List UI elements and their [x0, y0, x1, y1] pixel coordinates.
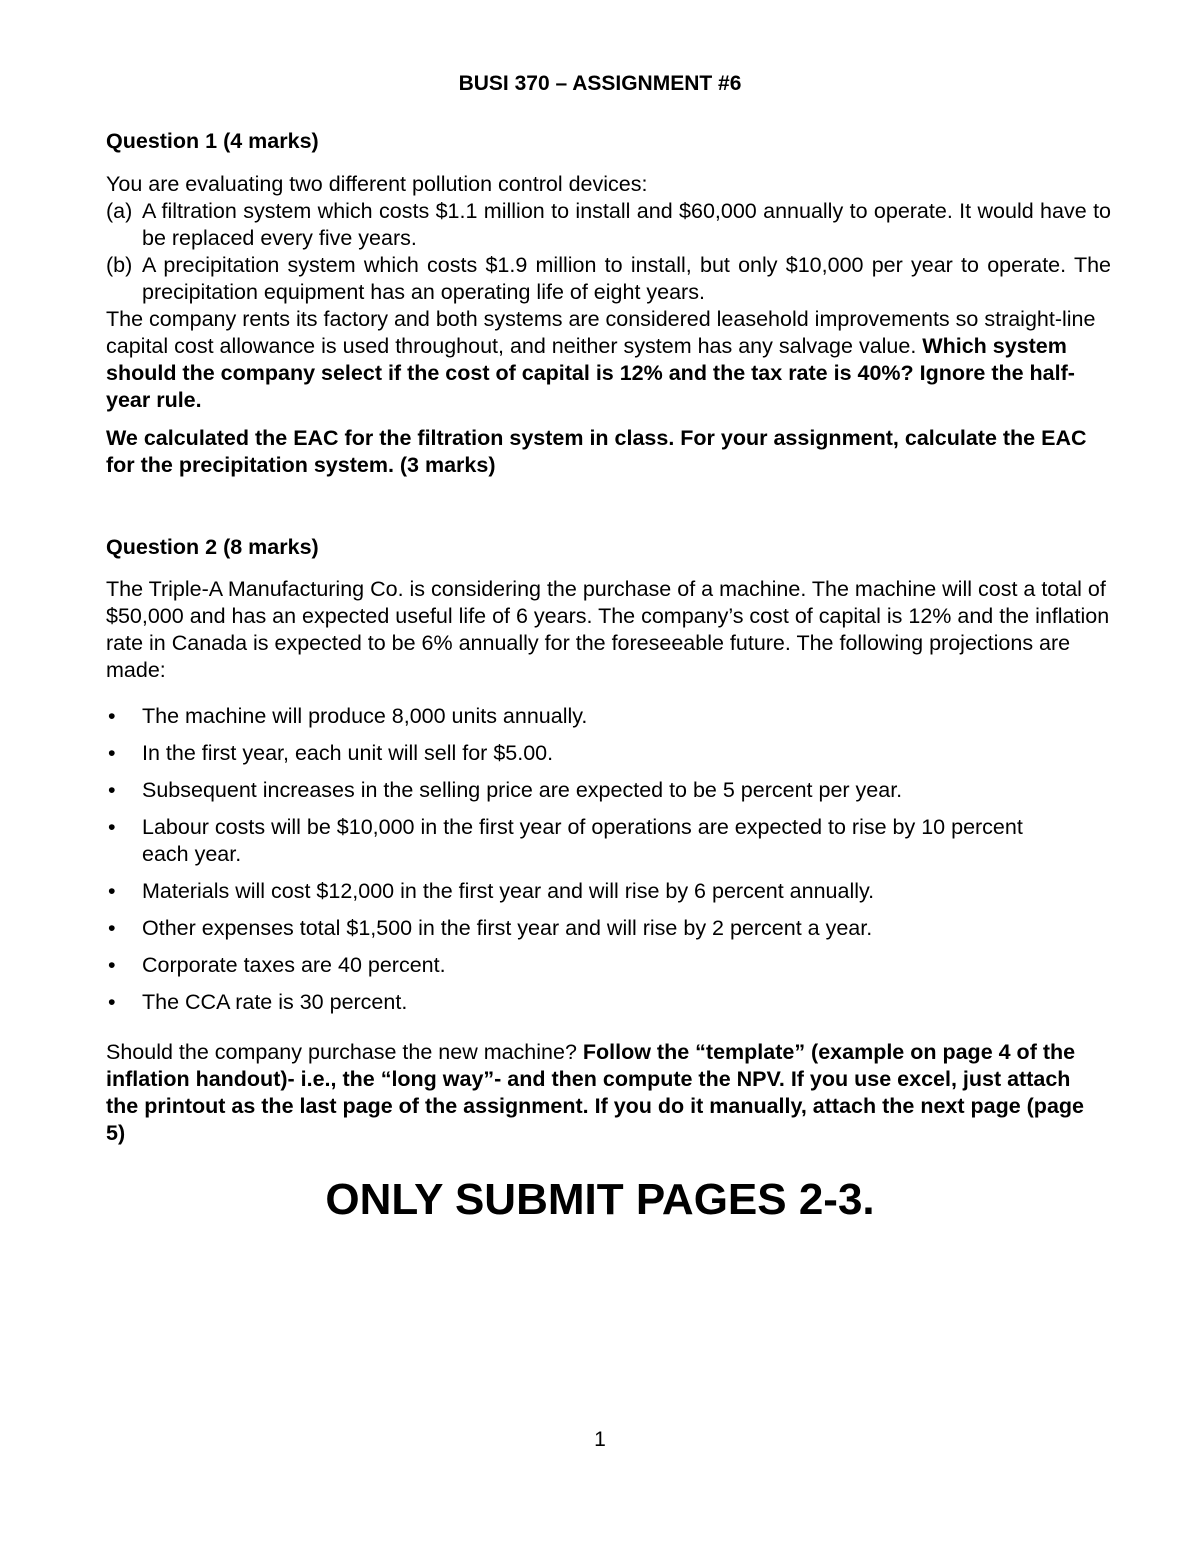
- bullet-icon: •: [108, 953, 116, 977]
- question-1-section: [106, 128, 1111, 479]
- list-item-text: In the first year, each unit will sell for $5.00.: [142, 741, 554, 765]
- list-item-text: Other expenses total $1,500 in the first year and will rise by 2 percent a year.: [142, 916, 873, 940]
- question-2-closing-bold: Follow the “template” (example on page 4 of the inflation handout)- i.e., the “long way”- and then compute the NPV. If you use excel, just attach the printout as the last page of the assignment. If you do it manually, attach the next page (page 5): [106, 1040, 1084, 1145]
- question-1-item-b: [106, 252, 1111, 306]
- list-item-text: Subsequent increases in the selling price are expected to be 5 percent per year.: [142, 778, 903, 802]
- item-text: A filtration system which costs $1.1 million to install and $60,000 annually to operate. It would have to be replaced every five years.: [142, 199, 1111, 250]
- question-2-closing-plain: Should the company purchase the new machine?: [106, 1040, 583, 1064]
- list-item: [106, 952, 1066, 979]
- list-item: [106, 989, 1066, 1016]
- list-item-text: The CCA rate is 30 percent.: [142, 990, 408, 1014]
- list-item: [106, 703, 1066, 730]
- list-item: [106, 740, 1066, 767]
- list-item-text: The machine will produce 8,000 units annually.: [142, 704, 588, 728]
- question-1-body-plain: The company rents its factory and both systems are considered leasehold improvements so straight-line capital cost allowance is used throughout, and neither system has any salvage value.: [106, 307, 1096, 358]
- list-item: [106, 777, 1066, 804]
- question-1-body: [106, 306, 1111, 414]
- question-1-instruction: We calculated the EAC for the filtration system in class. For your assignment, calculate the EAC for the precipitation system. (3 marks): [106, 426, 1087, 477]
- bullet-icon: •: [108, 879, 116, 903]
- item-label: (b): [106, 253, 133, 277]
- question-2-closing: [106, 1039, 1096, 1147]
- bullet-icon: •: [108, 990, 116, 1014]
- question-1-item-a: [106, 198, 1111, 252]
- list-item: [106, 814, 1066, 868]
- question-2-intro: The Triple-A Manufacturing Co. is considering the purchase of a machine. The machine will cost a total of $50,000 and has an expected useful life of 6 years. The company’s cost of capital is 12% and the inflation rate in Canada is expected to be 6% annually for the foreseeable future. The following projections are made:: [106, 577, 1110, 682]
- bullet-icon: •: [108, 778, 116, 802]
- question-2-heading: Question 2 (8 marks): [106, 535, 319, 559]
- bullet-icon: •: [108, 815, 116, 839]
- list-item-text: Materials will cost $12,000 in the first year and will rise by 6 percent annually.: [142, 879, 875, 903]
- question-1-heading: Question 1 (4 marks): [106, 129, 319, 153]
- page-number: 1: [594, 1428, 606, 1451]
- list-item-text: Labour costs will be $10,000 in the first year of operations are expected to rise by 10 percent each year.: [142, 815, 1023, 866]
- bullet-icon: •: [108, 741, 116, 765]
- question-2-section: [106, 534, 1111, 684]
- submit-notice: ONLY SUBMIT PAGES 2-3.: [325, 1175, 875, 1224]
- list-item-text: Corporate taxes are 40 percent.: [142, 953, 446, 977]
- item-text: A precipitation system which costs $1.9 million to install, but only $10,000 per year to operate. The precipitation equipment has an operating life of eight years.: [142, 253, 1111, 304]
- question-1-intro: You are evaluating two different pollution control devices:: [106, 172, 648, 196]
- item-label: (a): [106, 199, 133, 223]
- list-item: [106, 878, 1066, 905]
- bullet-icon: •: [108, 916, 116, 940]
- document-title: BUSI 370 – ASSIGNMENT #6: [458, 72, 742, 95]
- list-item: [106, 915, 1066, 942]
- projections-list: [106, 703, 1066, 1026]
- question-1-body-bold: Which system should the company select if the cost of capital is 12% and the tax rate is 40%? Ignore the half-year rule.: [106, 334, 1075, 412]
- bullet-icon: •: [108, 704, 116, 728]
